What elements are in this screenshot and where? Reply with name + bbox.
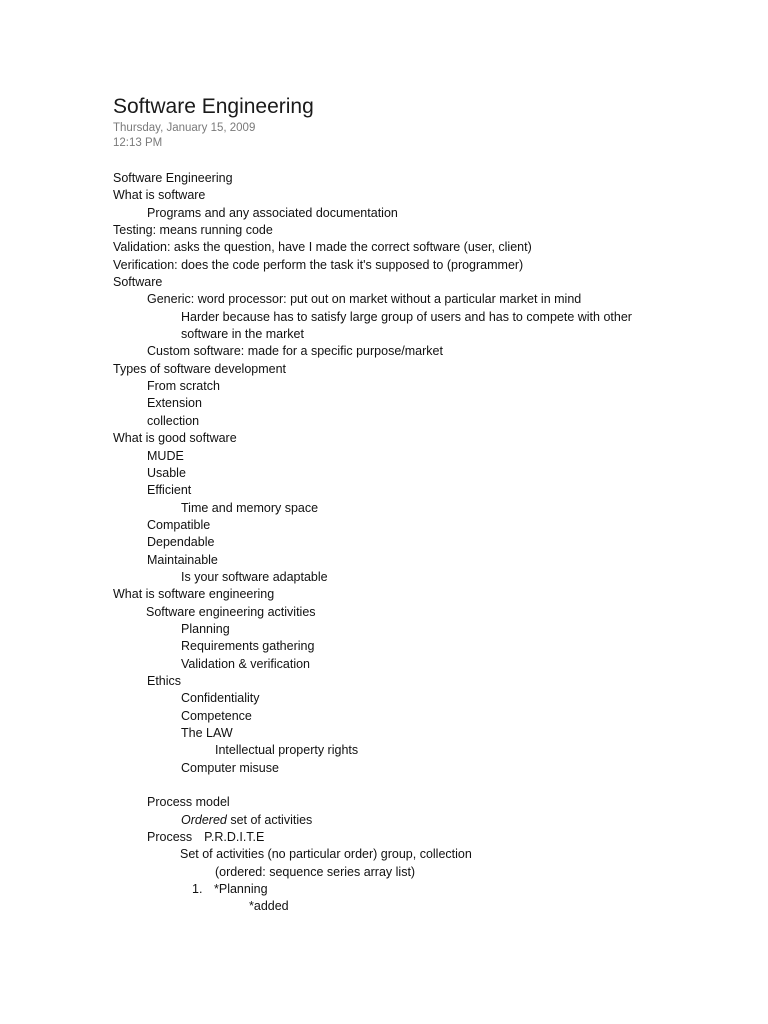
note-line-mixed [113,812,733,829]
note-line: Verification: does the code perform the task it's supposed to (programmer) [113,257,524,272]
note-line: Dependable [147,535,215,550]
note-line: *added [249,899,289,914]
blank-line [113,777,733,794]
note-line: Compatible [147,517,211,532]
note-line-text: *Planning [214,882,268,897]
note-line: (ordered: sequence series array list) [215,864,416,879]
note-line: Efficient [147,483,192,498]
note-line: From scratch [147,379,220,394]
note-line: Confidentiality [181,691,260,706]
note-line: What is software [113,188,206,203]
note-line: Process model [147,795,230,810]
page-title: Software Engineering [113,95,314,118]
note-line-mixed [113,829,733,846]
note-line: Competence [181,708,252,723]
note-line: Software [113,275,163,290]
note-line: Validation & verification [181,656,311,671]
note-page [113,94,733,916]
note-line: MUDE [147,448,184,463]
note-line: collection [147,413,200,428]
note-line: Software engineering activities [146,604,316,619]
note-line: The LAW [181,726,233,740]
note-line: Ethics [147,673,182,688]
note-line: Computer misuse [181,760,279,775]
page-date: Thursday, January 15, 2009 [113,122,256,134]
note-line-text: Harder because has to satisfy large group of users and has to compete with other software in the market [181,309,632,342]
note-line: Generic: word processor: put out on market without a particular market in mind [147,292,582,307]
note-line: Intellectual property rights [215,743,359,758]
note-line: Time and memory space [181,500,319,515]
note-line: Set of activities (no particular order) group, collection [180,847,472,862]
note-line: Testing: means running code [113,223,273,238]
numbered-item [113,881,733,898]
note-line: Types of software development [113,361,287,376]
note-line: Is your software adaptable [181,569,328,584]
page-time: 12:13 PM [113,137,163,149]
note-line: Planning [181,621,230,636]
note-line-wrapped [113,309,733,344]
note-line: Custom software: made for a specific purpose/market [147,344,443,359]
note-line: Maintainable [147,552,218,567]
note-line-text: P.R.D.I.T.E [204,830,265,845]
note-line: What is good software [113,431,237,446]
note-line-text: Process [147,830,193,845]
note-line: Extension [147,396,202,411]
note-line: Software Engineering [113,171,233,185]
note-line: Validation: asks the question, have I made the correct software (user, client) [113,240,532,255]
notes-body [113,170,733,916]
note-line-text: set of activities [226,812,313,827]
note-line: Requirements gathering [181,639,315,654]
list-number: 1. [192,882,203,897]
emphasis-text: Ordered [181,812,227,827]
note-line: Programs and any associated documentation [147,205,398,220]
note-line: Usable [147,465,186,480]
note-line: What is software engineering [113,587,275,602]
